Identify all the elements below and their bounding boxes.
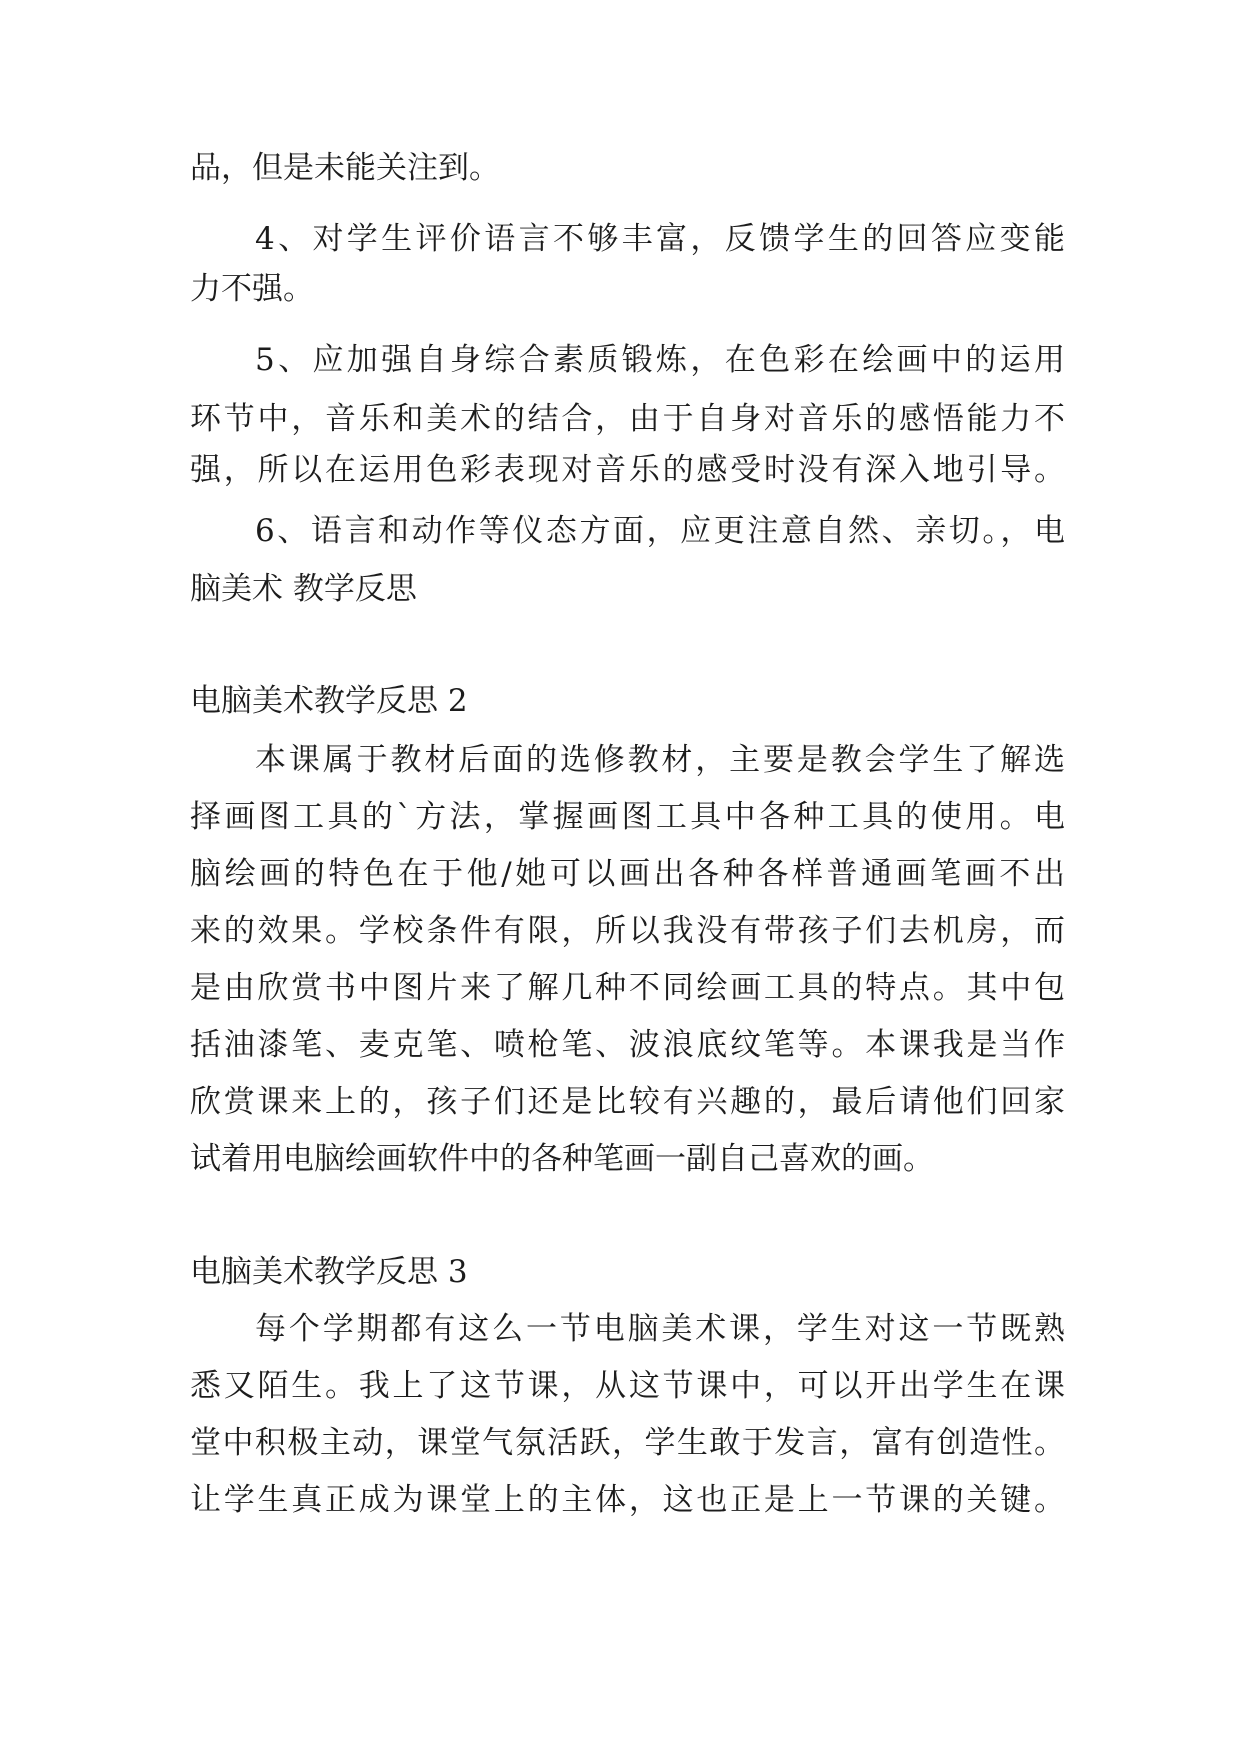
- section-3-line-3: 堂中积极主动，课堂气氛活跃，学生敢于发言，富有创造性。: [190, 1425, 1065, 1461]
- paragraph-5-line-1: 5、应加强自身综合素质锻炼，在色彩在绘画中的运用: [255, 342, 1065, 378]
- section-3-heading: 电脑美术教学反思 3: [190, 1254, 468, 1290]
- section-3-line-2: 悉又陌生。我上了这节课，从这节课中，可以开出学生在课: [190, 1368, 1065, 1404]
- section-2-line-3: 脑绘画的特色在于他/她可以画出各种各样普通画笔画不出: [190, 856, 1065, 892]
- paragraph-5-line-2: 环节中，音乐和美术的结合，由于自身对音乐的感悟能力不: [190, 401, 1065, 437]
- section-2-heading: 电脑美术教学反思 2: [190, 683, 468, 719]
- section-2-line-6: 括油漆笔、麦克笔、喷枪笔、波浪底纹笔等。本课我是当作: [190, 1027, 1065, 1063]
- paragraph-4-line-1: 4、对学生评价语言不够丰富，反馈学生的回答应变能: [255, 221, 1065, 257]
- section-2-line-8: 试着用电脑绘画软件中的各种笔画一副自己喜欢的画。: [190, 1141, 934, 1177]
- section-3-line-1: 每个学期都有这么一节电脑美术课，学生对这一节既熟: [255, 1311, 1065, 1347]
- section-2-line-4: 来的效果。学校条件有限，所以我没有带孩子们去机房，而: [190, 913, 1065, 949]
- paragraph-5-line-3: 强，所以在运用色彩表现对音乐的感受时没有深入地引导。: [190, 452, 1065, 488]
- paragraph-6-line-1: 6、语言和动作等仪态方面，应更注意自然、亲切。，电: [255, 513, 1065, 549]
- section-2-line-1: 本课属于教材后面的选修教材，主要是教会学生了解选: [255, 742, 1065, 778]
- section-2-line-7: 欣赏课来上的，孩子们还是比较有兴趣的，最后请他们回家: [190, 1084, 1065, 1120]
- paragraph-intro-line-1: 品，但是未能关注到。: [190, 150, 500, 186]
- paragraph-6-line-2: 脑美术 教学反思: [190, 571, 417, 607]
- section-2-line-5: 是由欣赏书中图片来了解几种不同绘画工具的特点。其中包: [190, 970, 1065, 1006]
- section-2-line-2: 择画图工具的`方法，掌握画图工具中各种工具的使用。电: [190, 799, 1065, 835]
- section-3-line-4: 让学生真正成为课堂上的主体，这也正是上一节课的关键。: [190, 1482, 1065, 1518]
- paragraph-4-line-2: 力不强。: [190, 271, 314, 307]
